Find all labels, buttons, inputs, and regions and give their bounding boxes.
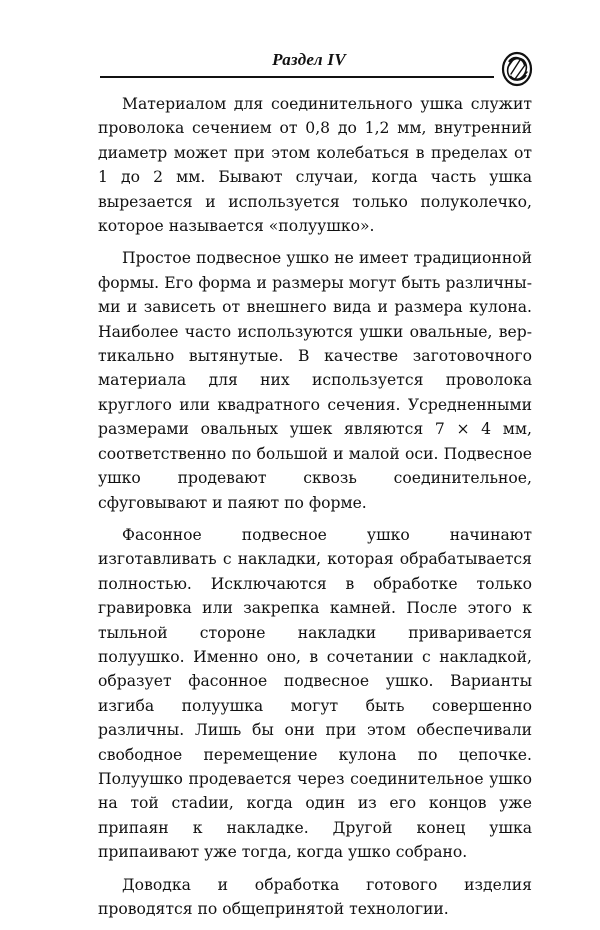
paragraph-1: Материалом для соединительного ушка служит проволока сечением от 0,8 до 1,2 мм, внутренний диаметр может при этом колебаться в пределах от 1 до 2 мм. Бывают случаи, когда часть ушка вырезается и используется только полуколечко, которое называется «полуушко». bbox=[98, 95, 532, 236]
body-text bbox=[98, 92, 532, 921]
section-title: Раздел IV bbox=[272, 50, 346, 69]
page-header bbox=[100, 44, 494, 78]
paragraph-4: Доводка и обработка готового изделия проводятся по общепринятой технологии. bbox=[98, 875, 532, 918]
paragraph-2: Простое подвесное ушко не имеет традиционной формы. Его форма и размеры могут быть различными и зависеть от внешнего вида и размера кулона. Наиболее часто используются ушки овальные, вертикально вытянутые. В качестве заготовочного материала для них используется проволока круглого или квадратного сечения. Усредненными размерами овальных ушек являются 7 × 4 мм, соответственно по большой и малой оси. Подвесное ушко продевают сквозь соединительное, сфуговывают и паяют по форме. bbox=[98, 249, 532, 512]
paragraph-3: Фасонное подвесное ушко начинают изготавливать с накладки, которая обрабатывается полностью. Исключаются в обработке только гравировка или закрепка камней. После этого к тыльной стороне накладки приваривается полуушко. Именно оно, в сочетании с накладкой, образует фасонное подвесное ушко. Варианты изгиба полуушка могут быть совершенно различны. Лишь бы они при этом обеспечивали свободное перемещение кулона по цепочке. Полуушко продевается через соединительное ушко на той стаdии, когда один из его концов уже припаян к накладке. Другой конец ушка припаивают уже тогда, когда ушко собрано. bbox=[98, 525, 532, 862]
ring-emblem-icon bbox=[500, 50, 534, 88]
